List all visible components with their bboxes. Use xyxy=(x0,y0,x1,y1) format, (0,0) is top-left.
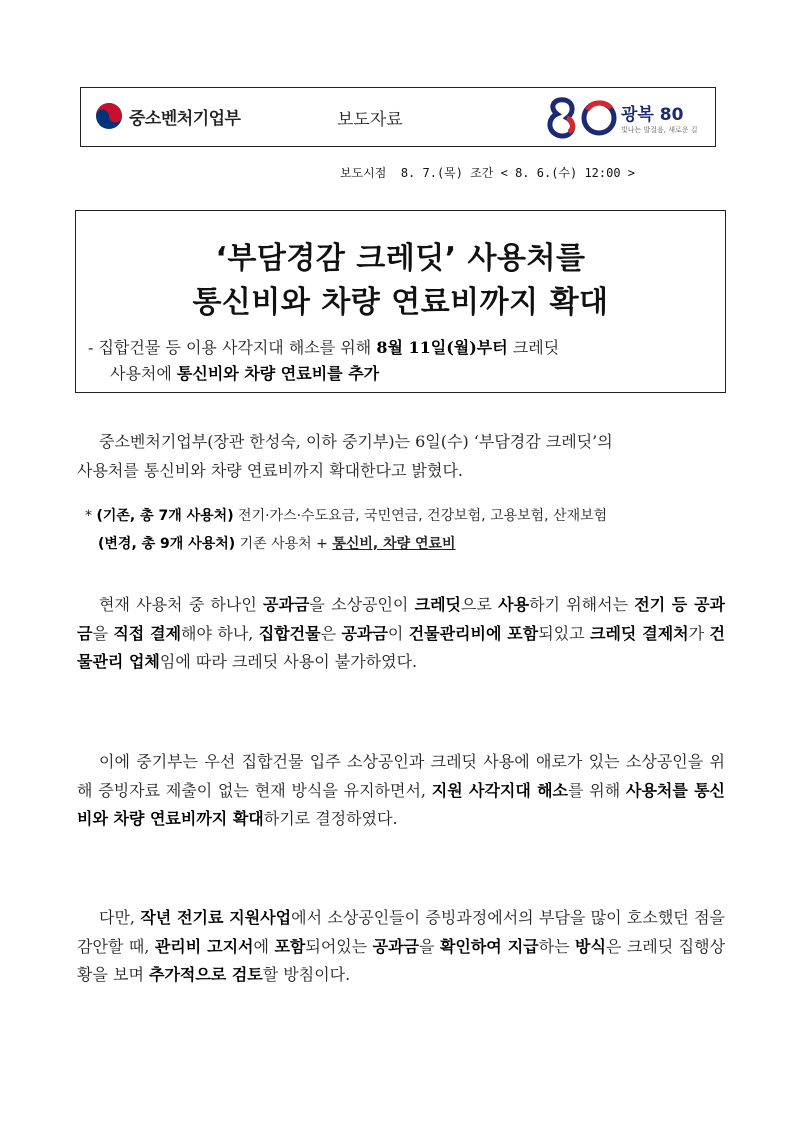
paragraph-text: 은 크레딧 집행상황을 보며 xyxy=(77,936,726,984)
paragraph-text: 을 xyxy=(419,936,440,956)
subheadline-text: 크레딧 xyxy=(507,338,560,357)
subheadline-text: - 집합건물 등 이용 사각지대 해소를 위해 xyxy=(88,338,377,357)
headline-line-2: 통신비와 차량 연료비까지 확대 xyxy=(192,285,609,320)
paragraph-bold: 공과금 xyxy=(341,623,388,643)
subheadline-bold: 통신비와 차량 연료비를 추가 xyxy=(176,364,380,383)
paragraph-bold: 사용 xyxy=(498,595,530,614)
paragraph-text: 중소벤처기업부(장관 한성숙, 이하 중기부)는 6일(수) ‘부담경감 크레딧’의 xyxy=(99,432,613,451)
headline-line-1: ‘부담경감 크레딧’ 사용처를 xyxy=(215,241,586,276)
paragraph-further-review xyxy=(77,904,725,990)
doc-type-label: 보도자료 xyxy=(337,110,403,130)
title-box xyxy=(75,210,726,393)
liberation-80-tagline: 빛나는 발걸음, 새로운 길 xyxy=(621,126,698,134)
ministry-logo xyxy=(95,102,240,130)
paragraph-bold: 공과금 xyxy=(372,936,420,956)
subheadline-text: 사용처에 xyxy=(110,364,177,383)
subheadline-bold: 8월 11일(월)부터 xyxy=(376,338,508,357)
note-highlight: 통신비, 차량 연료비 xyxy=(332,536,456,552)
paragraph-bold: 크레딧 결제처 xyxy=(590,623,689,643)
subheadline xyxy=(88,335,559,387)
paragraph-text: 에서 소상공인들이 증빙과정에서의 부담을 많이 호소했던 점을 감안할 때, xyxy=(77,908,726,956)
paragraph-text: 하기 위해서는 xyxy=(529,595,635,614)
paragraph-bold: 크레딧 xyxy=(414,595,461,614)
paragraph-text: 은 xyxy=(320,623,342,643)
paragraph-bold: 확인하여 지급 xyxy=(439,936,539,956)
paragraph-text: 사용처를 통신비와 차량 연료비까지 확대한다고 밝혔다. xyxy=(77,460,464,480)
paragraph-text: 하기로 결정하였다. xyxy=(263,809,398,828)
liberation-80-title: 광복 80 xyxy=(621,105,684,125)
note-text: 전기·가스·수도요금, 국민연금, 건강보험, 고용보험, 산재보험 xyxy=(233,508,608,524)
paragraph-text: 를 위해 xyxy=(568,780,626,800)
paragraph-bold: 건물관리 업체 xyxy=(77,623,725,671)
release-time: 보도시점 8. 7.(목) 조간 < 8. 6.(수) 12:00 > xyxy=(340,166,636,180)
paragraph-text: 가 xyxy=(688,623,710,643)
note-text: 기존 사용처 + xyxy=(235,536,333,552)
paragraph-bold: 방식 xyxy=(575,936,606,956)
paragraph-text: 이 xyxy=(387,623,409,643)
paragraph-text: 현재 사용처 중 하나인 xyxy=(99,595,264,614)
paragraph-text: 할 방침이다. xyxy=(262,965,351,984)
paragraph-bold: 전기 등 공과금 xyxy=(77,595,725,643)
paragraph-text: 을 xyxy=(92,623,114,643)
paragraph-text: 다만, xyxy=(99,908,141,927)
liberation-80-logo xyxy=(543,94,713,140)
paragraph-bold: 공과금 xyxy=(263,595,310,614)
header-box xyxy=(80,87,716,147)
paragraph-lead xyxy=(77,428,725,485)
paragraph-decision xyxy=(77,748,725,834)
paragraph-text: 에 xyxy=(253,936,275,956)
paragraph-text: 되있고 xyxy=(538,623,591,643)
paragraph-bold: 추가적으로 검토 xyxy=(149,965,263,984)
paragraph-text: 으로 xyxy=(461,595,499,614)
note-label: (기존, 총 7개 사용처) xyxy=(96,508,234,524)
note-after xyxy=(98,533,456,553)
note-before xyxy=(85,505,607,525)
note-label: (변경, 총 9개 사용처) xyxy=(98,536,236,552)
paragraph-bold: 지원 사각지대 해소 xyxy=(431,780,569,800)
paragraph-bold: 작년 전기료 지원사업 xyxy=(140,908,292,927)
paragraph-text: 하는 xyxy=(538,936,575,956)
paragraph-text: 해야 하나, xyxy=(181,623,259,643)
note-star: * xyxy=(85,508,92,524)
paragraph-text: 되어있는 xyxy=(305,936,373,956)
taegeuk-icon xyxy=(95,102,123,130)
paragraph-bold: 건물관리비에 포함 xyxy=(408,623,539,643)
paragraph-bold: 집합건물 xyxy=(258,623,321,643)
paragraph-bold: 포함 xyxy=(274,936,306,956)
paragraph-text: 을 소상공인이 xyxy=(309,595,415,614)
liberation-80-emblem-icon xyxy=(543,94,619,140)
paragraph-bold: 직접 결제 xyxy=(113,623,182,643)
paragraph-background xyxy=(77,591,725,677)
paragraph-text: 이에 중기부는 우선 집합건물 입주 소상공인과 크레딧 사용에 애로가 있는 소상공인을 위해 증빙자료 제출이 없는 현재 방식을 유지하면서, xyxy=(77,752,725,800)
paragraph-bold: 관리비 고지서 xyxy=(154,936,254,956)
ministry-name: 중소벤처기업부 xyxy=(129,108,241,129)
paragraph-bold: 사용처를 통신비와 차량 연료비까지 확대 xyxy=(77,780,726,828)
paragraph-text: 임에 따라 크레딧 사용이 불가하였다. xyxy=(159,652,418,671)
